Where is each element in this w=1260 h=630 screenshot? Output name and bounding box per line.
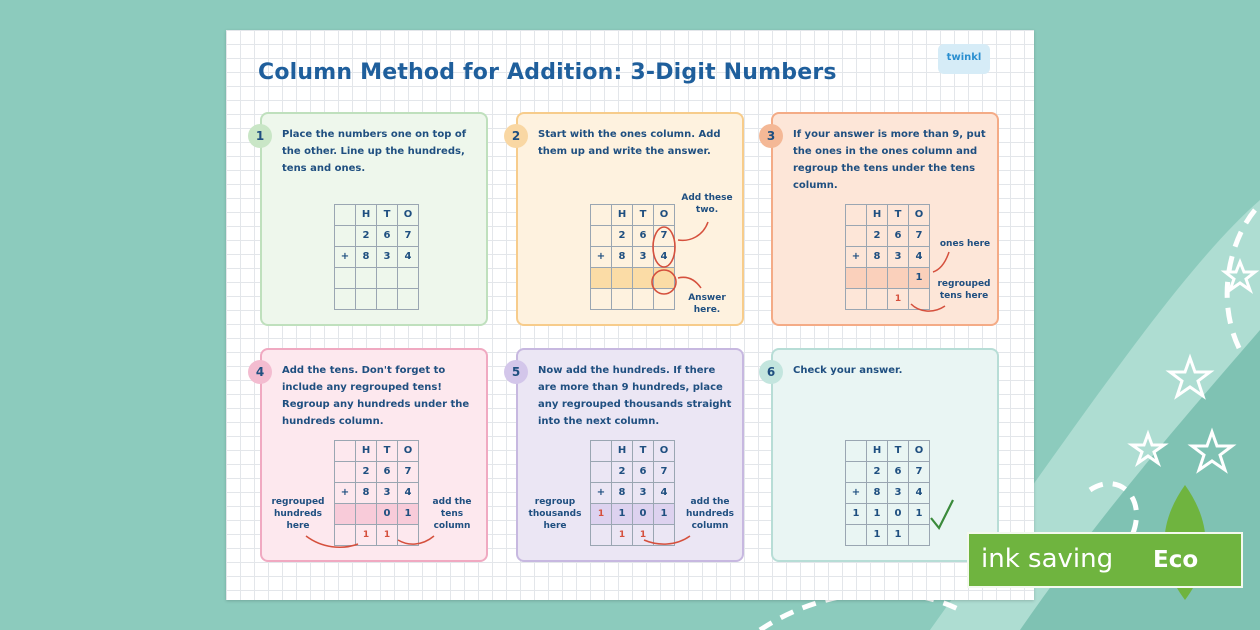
page-title: Column Method for Addition: 3-Digit Numbers [258, 60, 837, 85]
annotation-label: regroup thousands here [528, 497, 582, 531]
header-cell: T [888, 441, 909, 462]
ink-saving-text: ink saving [981, 544, 1114, 574]
logo-text: twinkl [946, 52, 982, 63]
step-number: 6 [759, 360, 783, 384]
annotation-arrows [262, 350, 490, 564]
header-cell: T [888, 205, 909, 226]
step-number: 3 [759, 124, 783, 148]
ink-saving-badge [967, 532, 1243, 588]
column-grid: H T O 2 6 7 + 8 3 4 [334, 204, 419, 310]
step-instruction: Start with the ones column. Add them up and write the answer. [538, 129, 721, 157]
step-5-panel [511, 348, 744, 562]
step-4-panel [255, 348, 488, 562]
column-grid: H T O 2 6 7 + 8 3 4 1 1 [845, 204, 930, 310]
eco-label: Eco [1153, 547, 1199, 573]
annotation-label: regrouped hundreds here [271, 497, 325, 531]
step-instruction: Check your answer. [793, 365, 903, 376]
step-number: 1 [248, 124, 272, 148]
step-2-panel [511, 112, 744, 326]
twinkl-logo [938, 44, 990, 74]
annotation-label: Add these two. [681, 193, 733, 215]
header-cell: T [633, 441, 654, 462]
header-cell: O [654, 205, 675, 226]
step-instruction: Add the tens. Don't forget to include any regrouped tens! Regroup any hundreds under the hundreds column. [282, 365, 470, 427]
step-number: 2 [504, 124, 528, 148]
header-cell: H [612, 205, 633, 226]
step-instruction: If your answer is more than 9, put the ones in the ones column and regroup the tens under the tens column. [793, 129, 986, 191]
column-grid: H T O 2 6 7 + 8 3 4 [590, 204, 675, 310]
header-cell: T [377, 205, 398, 226]
step-instruction: Place the numbers one on top of the other. Line up the hundreds, tens and ones. [282, 129, 467, 174]
header-cell: O [654, 441, 675, 462]
annotation-label: add the tens column [432, 497, 472, 531]
column-grid: H T O 2 6 7 + 8 3 4 0 1 1 1 [334, 440, 419, 546]
header-cell: O [909, 441, 930, 462]
annotation-arrows [518, 114, 746, 328]
step-1-panel [255, 112, 488, 326]
annotation-label: Answer here. [688, 293, 726, 315]
header-cell: H [356, 205, 377, 226]
column-grid: H T O 2 6 7 + 8 3 4 1 1 0 1 1 1 [590, 440, 675, 546]
annotation-label: regrouped tens here [937, 279, 991, 301]
column-grid: H T O 2 6 7 + 8 3 4 1 1 0 1 1 1 [845, 440, 930, 546]
annotation-label: ones here [939, 239, 991, 249]
step-6-panel [766, 348, 999, 562]
header-cell: T [377, 441, 398, 462]
header-cell: H [612, 441, 633, 462]
header-cell: H [867, 205, 888, 226]
step-3-panel [766, 112, 999, 326]
header-cell: H [356, 441, 377, 462]
header-cell: T [633, 205, 654, 226]
header-cell: O [398, 441, 419, 462]
header-cell: O [909, 205, 930, 226]
annotation-label: add the hundreds column [685, 497, 734, 531]
step-number: 5 [504, 360, 528, 384]
header-cell: O [398, 205, 419, 226]
header-cell: H [867, 441, 888, 462]
annotation-arrows [518, 350, 746, 564]
worksheet [226, 30, 1034, 600]
annotation-arrows [773, 114, 1001, 328]
step-instruction: Now add the hundreds. If there are more than 9 hundreds, place any regrouped thousands straight into the next column. [538, 365, 732, 427]
step-number: 4 [248, 360, 272, 384]
